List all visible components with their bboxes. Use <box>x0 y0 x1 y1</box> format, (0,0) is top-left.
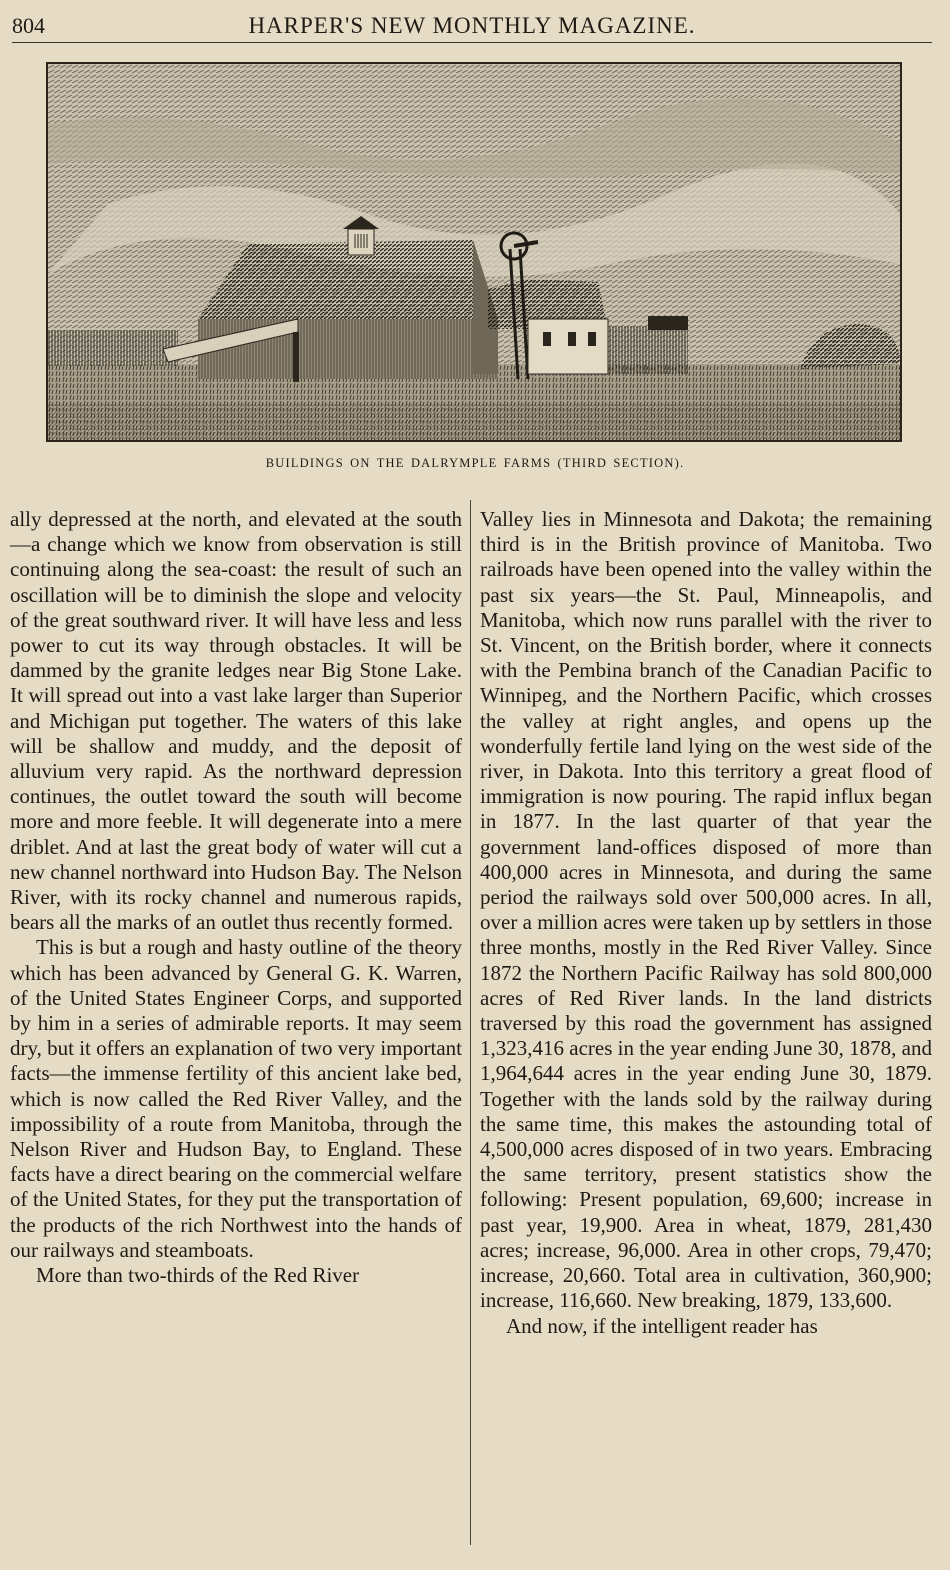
paragraph: This is but a rough and hasty outline of the theory which has been advanced by General G. K. Warren, of the United States Engineer Corps, and supported by him in a series of admirable reports. It may seem dry, but it offers an explanation of two very important facts—the immense fertility of this ancient lake bed, which is now called the Red River Valley, and the impossibility of a route from Manitoba, through the Nelson River and Hudson Bay, to England. These facts have a direct bearing on the commercial welfare of the United States, for they put the transportation of the products of the rich Northwest into the hands of our railways and steamboats. <box>10 935 462 1262</box>
left-column <box>10 507 462 1288</box>
paragraph: More than two-thirds of the Red River <box>36 1263 360 1288</box>
figure-caption: BUILDINGS ON THE DALRYMPLE FARMS (THIRD SECTION). <box>265 456 685 470</box>
right-column <box>480 507 932 1339</box>
paragraph: Valley lies in Minnesota and Dakota; the remaining third is in the British province of Manitoba. Two railroads have been opened into the valley within the past six years—the St. Paul, Minneapolis, and Manitoba, which now runs parallel with the river to St. Vincent, on the British border, where it connects with the Pembina branch of the Canadian Pacific to Winnipeg, and the Northern Pacific, which crosses the valley at right angles, and opens up the wonderfully fertile land lying on the west side of the river, in Dakota. Into this territory a great flood of immigration is now pouring. The rapid influx began in 1877. In the last quarter of that year the government land-offices disposed of more than 400,000 acres in Minnesota, and during the same period the railways sold over 500,000 acres. In all, over a million acres were taken up by settlers in those three months, mostly in the Red River Valley. Since 1872 the Northern Pacific Railway has sold 800,000 acres of Red River lands. In the land districts traversed by this road the government has assigned 1,323,416 acres in the year ending June 30, 1878, and 1,964,644 acres in the year ending June 30, 1879. Together with the lands sold by the railway during the same time, this makes the astounding total of 4,500,000 acres disposed of in two years. Embracing the same territory, present statistics show the following: Present population, 69,600; increase in past year, 19,900. Area in wheat, 1879, 281,430 acres; increase, 96,000. Area in other crops, 79,470; increase, 20,660. Total area in cultivation, 360,900; increase, 116,660. New breaking, 1879, 133,600. <box>480 507 932 1313</box>
paragraph: ally depressed at the north, and elevated at the south—a change which we know from observation is still continuing along the sea-coast: the result of such an oscillation will be to diminish the slope and velocity of the great southward river. It will have less and less power to cut its way through obstacles. It will be dammed by the granite ledges near Big Stone Lake. It will spread out into a vast lake larger than Superior and Michigan put together. The waters of this lake will be shallow and muddy, and the deposit of alluvium very rapid. As the northward depression continues, the outlet toward the south will become more and more feeble. It will degenerate into a mere driblet. And at last the great body of water will cut a new channel northward into Hudson Bay. The Nelson River, with its rocky channel and numerous rapids, bears all the marks of an outlet thus recently formed. <box>10 507 462 935</box>
farm-buildings-engraving <box>46 62 902 442</box>
page-number: 804 <box>12 13 45 38</box>
column-divider <box>470 500 471 1545</box>
paragraph: And now, if the intelligent reader has <box>506 1313 818 1338</box>
page-header <box>12 6 932 43</box>
magazine-title: HARPER'S NEW MONTHLY MAGAZINE. <box>248 13 696 38</box>
